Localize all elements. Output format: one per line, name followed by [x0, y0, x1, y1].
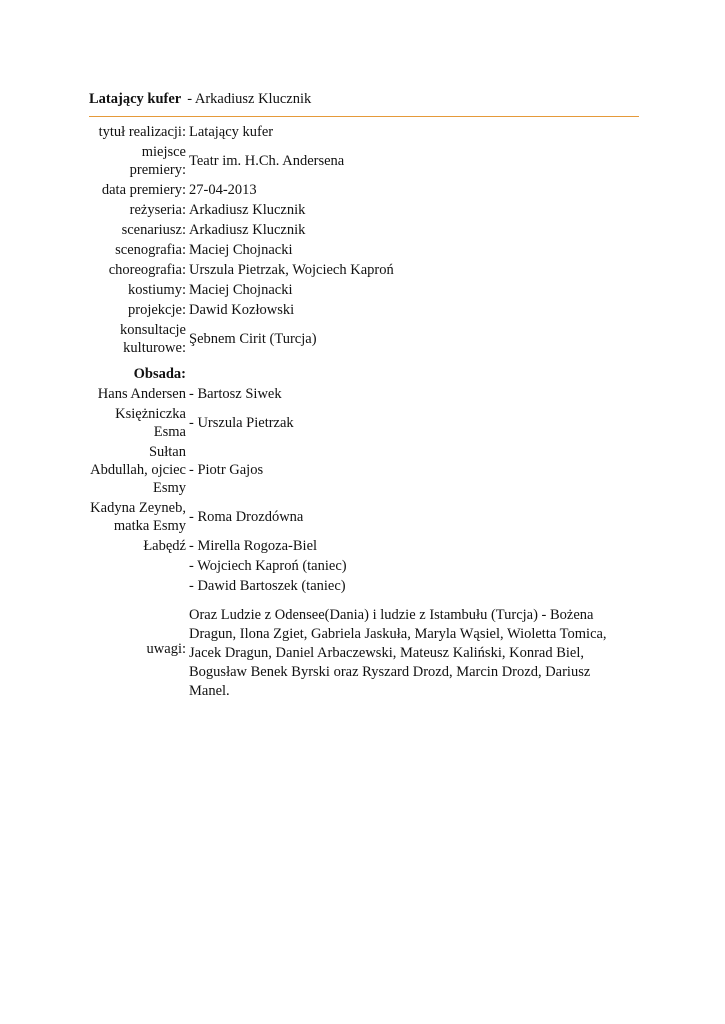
detail-value: Dawid Kozłowski: [189, 302, 295, 318]
play-title: Latający kufer: [89, 91, 182, 107]
cast-heading: Obsada:: [133, 366, 186, 382]
detail-label: scenografia:: [115, 242, 186, 258]
notes-row: [89, 596, 629, 702]
detail-label: choreografia:: [108, 262, 186, 278]
cast-role: Księżniczka Esma: [115, 406, 186, 440]
detail-label: projekcje:: [128, 302, 186, 318]
cast-role: Łabędź: [143, 538, 186, 554]
cast-actor: - Dawid Bartoszek (taniec): [189, 578, 346, 594]
notes-text: Oraz Ludzie z Odensee(Dania) i ludzie z Istambułu (Turcja) - Bożena Dragun, Ilona Zgiet, Gabriela Jaskuła, Maryla Wąsiel, Wioletta Tomica, Jacek Dragun, Daniel Arbaczewski, Mateusz Kaliński, Konrad Biel, Bogusław Benek Byrski oraz Ryszard Drozd, Marcin Drozd, Dariusz Manel.: [189, 607, 607, 699]
cast-actor: - Mirella Rogoza-Biel: [189, 538, 318, 554]
cast-row: [89, 536, 629, 556]
cast-role: Kadyna Zeyneb, matka Esmy: [90, 500, 186, 534]
detail-value: Teatr im. H.Ch. Andersena: [189, 153, 345, 169]
detail-label: reżyseria:: [129, 202, 186, 218]
detail-value: Arkadiusz Klucznik: [189, 222, 306, 238]
header-divider: [89, 116, 639, 117]
detail-value: Arkadiusz Klucznik: [189, 202, 306, 218]
cast-row: [89, 442, 629, 498]
detail-row: [89, 260, 629, 280]
cast-heading-row: [89, 364, 629, 384]
detail-row: [89, 180, 629, 200]
play-author: - Arkadiusz Klucznik: [187, 91, 312, 107]
detail-row: [89, 300, 629, 320]
cast-role: [89, 576, 189, 596]
detail-label: kostiumy:: [127, 282, 186, 298]
detail-row: [89, 200, 629, 220]
detail-label: konsultacje kulturowe:: [119, 322, 186, 356]
cast-role: Hans Andersen: [97, 386, 186, 402]
detail-label: tytuł realizacji:: [98, 124, 186, 140]
cast-actor: - Wojciech Kaproń (taniec): [189, 558, 347, 574]
detail-row: [89, 240, 629, 260]
detail-value: Maciej Chojnacki: [189, 242, 293, 258]
cast-row: [89, 404, 629, 442]
detail-label: data premiery:: [101, 182, 186, 198]
detail-row: [89, 320, 629, 358]
detail-row: [89, 220, 629, 240]
detail-label: scenariusz:: [121, 222, 186, 238]
cast-role: [89, 556, 189, 576]
cast-actor: - Roma Drozdówna: [189, 509, 304, 525]
cast-role: Sułtan Abdullah, ojciec Esmy: [90, 444, 186, 496]
detail-value: Latający kufer: [189, 124, 274, 140]
cast-actor: - Urszula Pietrzak: [189, 415, 294, 431]
detail-value: 27-04-2013: [189, 182, 257, 198]
detail-value: Urszula Pietrzak, Wojciech Kaproń: [189, 262, 394, 278]
cast-row: [89, 384, 629, 404]
cast-row: [89, 498, 629, 536]
cast-row: [89, 556, 629, 576]
detail-value: Maciej Chojnacki: [189, 282, 293, 298]
document-header: [89, 90, 639, 108]
cast-actor: - Bartosz Siwek: [189, 386, 282, 402]
production-details-table: [89, 122, 629, 702]
detail-label: miejsce premiery:: [129, 144, 186, 178]
cast-row: [89, 576, 629, 596]
detail-row: [89, 122, 629, 142]
cast-actor: - Piotr Gajos: [189, 462, 264, 478]
detail-row: [89, 142, 629, 180]
notes-label: uwagi:: [146, 641, 186, 657]
detail-row: [89, 280, 629, 300]
detail-value: Şebnem Cirit (Turcja): [189, 331, 317, 347]
